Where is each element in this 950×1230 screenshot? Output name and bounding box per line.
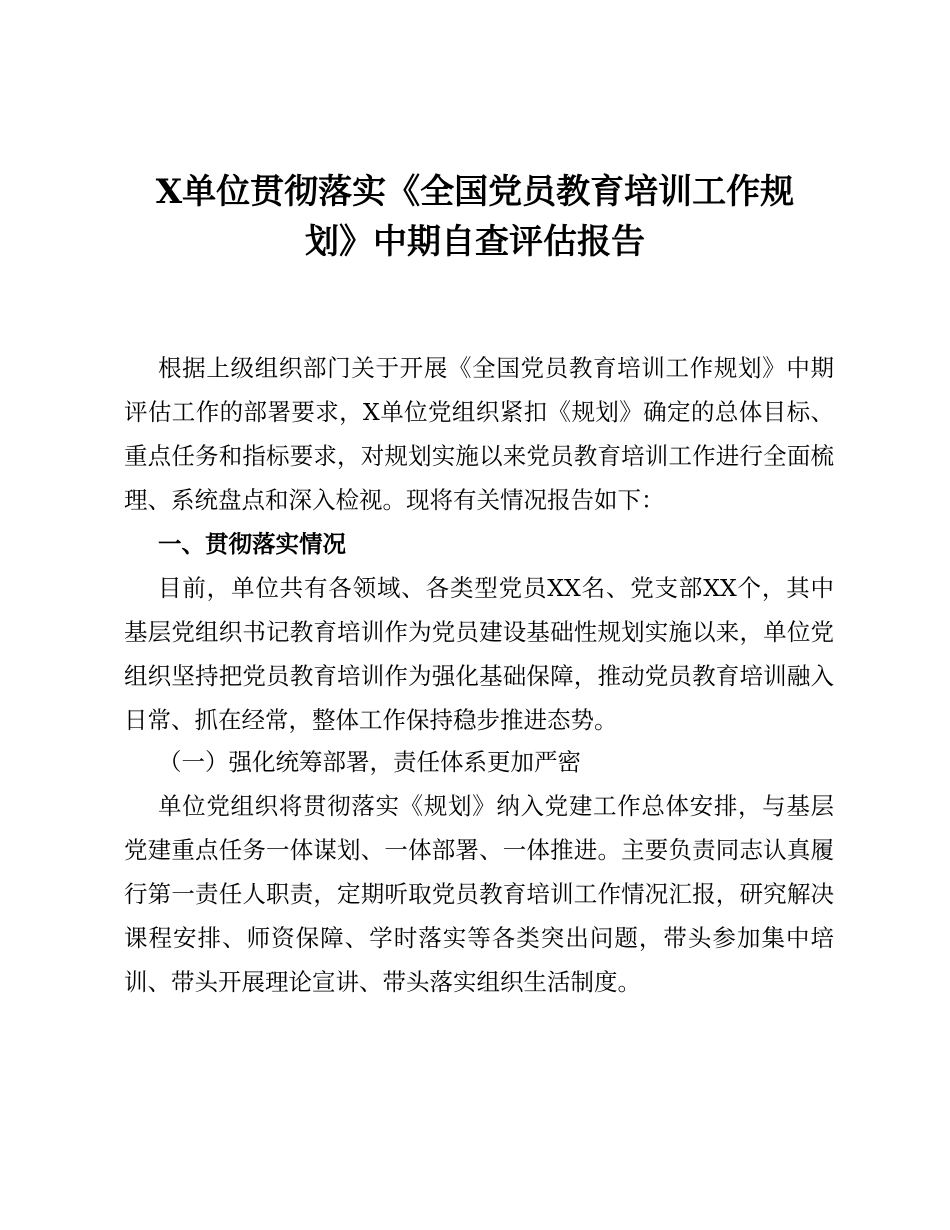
document-title-line-2: 划》中期自查评估报告 — [305, 222, 645, 262]
intro-paragraph: 根据上级组织部门关于开展《全国党员教育培训工作规划》中期评估工作的部署要求，X单位党组织紧扣《规划》确定的总体目标、重点任务和指标要求，对规划实施以来党员教育培训工作进行全面梳理、系统盘点和深入检视。现将有关情况报告如下： — [124, 354, 834, 514]
subsection-heading-1: （一）强化统筹部署，责任体系更加严密 — [158, 748, 581, 776]
subsection-1-paragraph: 单位党组织将贯彻落实《规划》纳入党建工作总体安排，与基层党建重点任务一体谋划、一体部署、一体推进。主要负责同志认真履行第一责任人职责，定期听取党员教育培训工作情况汇报，研究解决课程安排、师资保障、学时落实等各类突出问题，带头参加集中培训、带头开展理论宣讲、带头落实组织生活制度。 — [124, 792, 834, 996]
document-title-line-1: X单位贯彻落实《全国党员教育培训工作规 — [155, 172, 795, 212]
section-1-paragraph: 目前，单位共有各领域、各类型党员XX名、党支部XX个，其中基层党组织书记教育培训作为党员建设基础性规划实施以来，单位党组织坚持把党员教育培训作为强化基础保障，推动党员教育培训融入日常、抓在经常，整体工作保持稳步推进态势。 — [124, 574, 834, 734]
section-heading-1: 一、贯彻落实情况 — [158, 530, 346, 558]
